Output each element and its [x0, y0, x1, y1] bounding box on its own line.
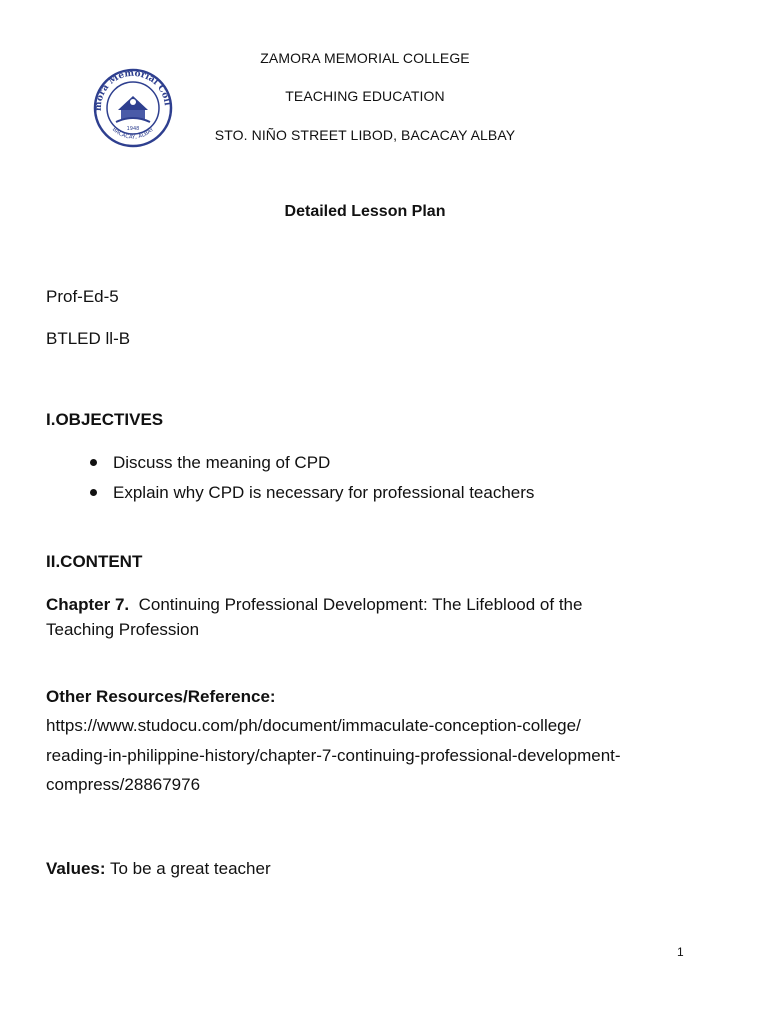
chapter-title-line-2: Teaching Profession	[46, 620, 200, 639]
chapter-line-1	[46, 592, 696, 617]
resource-url-line-1: https://www.studocu.com/ph/document/immaculate-conception-college/	[46, 716, 581, 735]
department-name: TEACHING EDUCATION	[285, 88, 445, 104]
chapter-title-line-1: Continuing Professional Development: The Lifeblood of the	[138, 595, 583, 614]
values-label: Values:	[46, 859, 106, 878]
objective-text: Discuss the meaning of CPD	[113, 453, 331, 472]
svg-text:1948: 1948	[126, 126, 140, 132]
values-text: To be a great teacher	[109, 859, 271, 878]
objectives-list	[90, 450, 534, 510]
chapter-label: Chapter 7.	[46, 595, 130, 614]
page-number: 1	[677, 945, 684, 959]
bullet-icon	[90, 459, 97, 466]
svg-text:BACACAY, ALBAY: BACACAY, ALBAY	[110, 126, 156, 141]
section-name: BTLED ll-B	[46, 329, 131, 348]
resource-url-line-3: compress/28867976	[46, 775, 201, 794]
document-title: Detailed Lesson Plan	[284, 203, 446, 220]
objective-item	[90, 450, 534, 480]
college-address: STO. NIÑO STREET LIBOD, BACACAY ALBAY	[214, 127, 516, 143]
course-code: Prof-Ed-5	[46, 287, 119, 306]
bullet-icon	[90, 489, 97, 496]
objective-text: Explain why CPD is necessary for professional teachers	[113, 483, 535, 502]
objectives-heading: I.OBJECTIVES	[46, 410, 164, 429]
college-name: ZAMORA MEMORIAL COLLEGE	[260, 50, 470, 66]
content-heading: II.CONTENT	[46, 552, 143, 571]
resource-url-line-2: reading-in-philippine-history/chapter-7-continuing-professional-development-	[46, 746, 621, 765]
svg-text:Zamora Memorial College: mora Memorial Coll	[93, 68, 172, 112]
objective-item	[90, 480, 534, 510]
values-line	[46, 856, 271, 881]
resources-label: Other Resources/Reference:	[46, 687, 276, 706]
